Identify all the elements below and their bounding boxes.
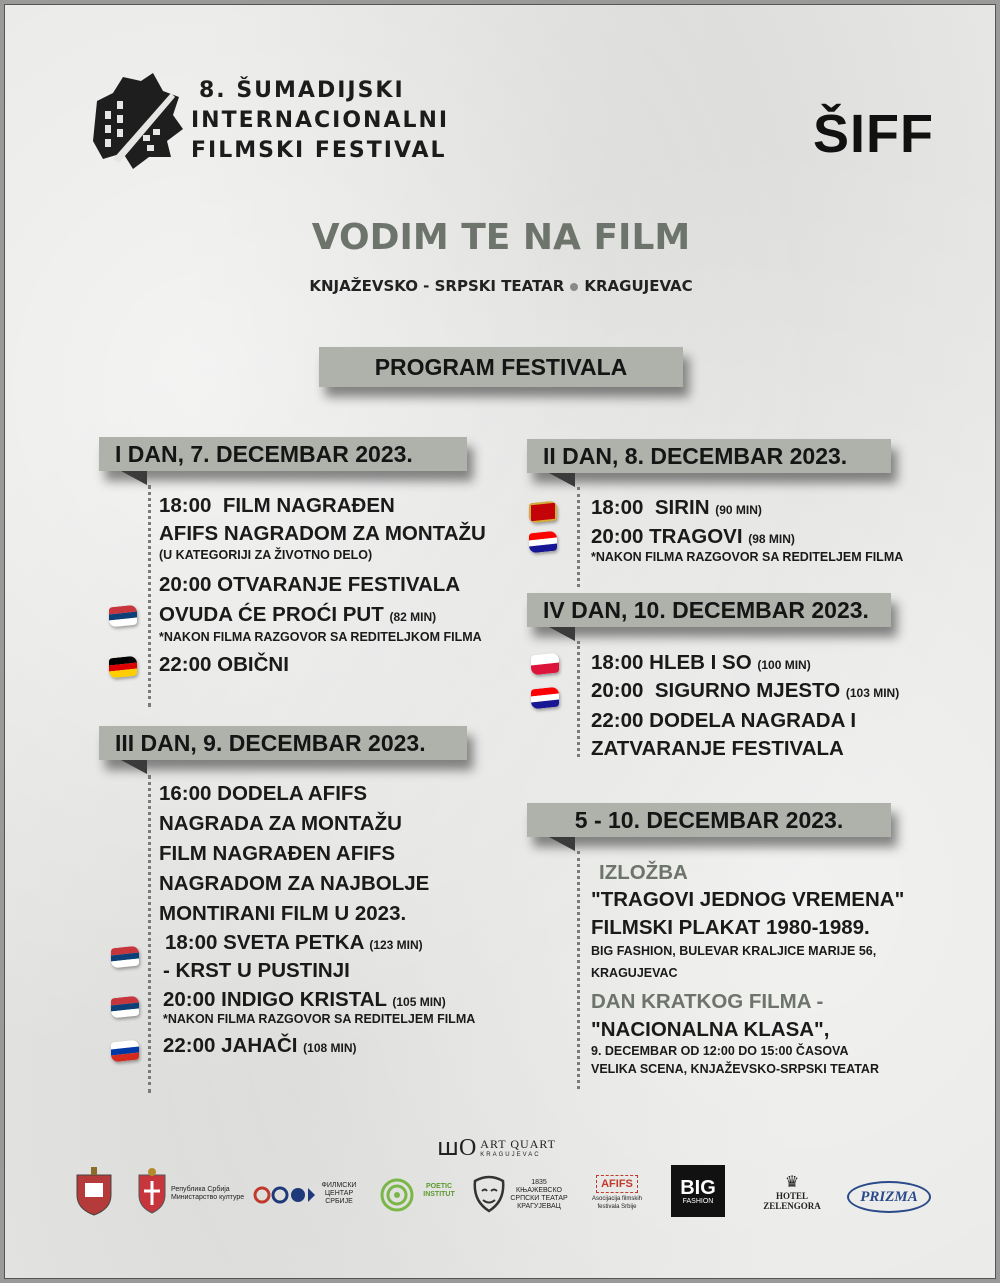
venue-city: KRAGUJEVAC [584,277,693,295]
day4-banner [527,593,891,627]
prizma-name: PRIZMA [860,1188,918,1205]
day4-event3-line2: ZATVARANJE FESTIVALA [591,737,844,760]
bullet-dot-icon [570,283,578,291]
event-time: 16:00 [159,782,212,805]
festival-title-line-2: INTERNACIONALNI [191,108,450,133]
film-title: SIRIN [654,496,710,519]
exhibition-dates: 5 - 10. DECEMBAR 2023. [574,806,844,833]
day4-timeline [577,641,580,757]
day3-event4 [163,1033,357,1061]
exhibition-name: "TRAGOVI JEDNOG VREMENA" [591,888,905,911]
festival-title-line-3: FILMSKI FESTIVAL [191,138,447,163]
event-title: DODELA AFIFS [217,782,368,805]
film-duration: (82 MIN) [389,610,437,624]
festival-abbreviation: ŠIFF [813,104,934,164]
day3-event2-line2: - KRST U PUSTINJI [163,959,350,982]
poland-flag-icon [531,653,559,676]
big-fashion-logo [671,1165,725,1217]
short-film-name: "NACIONALNA KLASA", [591,1018,830,1041]
day4-event3-line1 [591,708,856,734]
croatia-flag-icon [529,531,557,554]
program-title-banner [319,347,683,387]
short-film-place: VELIKA SCENA, KNJAŽEVSKO-SRPSKI TEATAR [591,1062,879,1076]
serbia-coat-of-arms-icon [135,1167,169,1215]
film-title: HLEB I SO [649,651,752,674]
venue-line [5,277,996,295]
art-quart-name: ART QUART [480,1136,556,1151]
serbia-flag-icon [111,946,139,969]
short-film-label: DAN KRATKOG FILMA - [591,990,824,1013]
event-time: 18:00 [591,651,644,674]
croatia-flag-icon [531,687,559,710]
fcs-circles-icon [253,1185,315,1205]
day1-event3 [159,652,289,678]
event-time: 20:00 [163,988,216,1011]
exhibition-banner [527,803,891,837]
day1-event2-line2 [159,602,436,630]
serbia-flag-icon [111,996,139,1019]
day4-event1 [591,650,811,678]
exhibition-timeline [577,851,580,1089]
short-film-time: 9. DECEMBAR OD 12:00 DO 15:00 ČASOVA [591,1044,849,1058]
event-time: 18:00 [159,494,212,517]
poetic-institut-logo: POETIC INSTITUT [423,1183,455,1198]
afifs-logo [589,1171,645,1215]
hotel-zelengora-logo [749,1171,835,1215]
day4-title: IV DAN, 10. DECEMBAR 2023. [543,596,869,623]
event-time: 20:00 [591,525,644,548]
film-duration: (90 MIN) [715,503,762,517]
day3-event1-line3: FILM NAGRAĐEN AFIFS [159,842,396,865]
day1-event1-line1 [159,493,395,519]
exhibition-place-2: KRAGUJEVAC [591,966,678,980]
hotel-name: HOTEL ZELENGORA [763,1191,821,1211]
event-time: 18:00 [591,496,644,519]
film-title: JAHAČI [221,1034,298,1057]
film-title: INDIGO KRISTAL [221,988,387,1011]
day2-banner [527,439,891,473]
day1-event1-line2: AFIFS NAGRADOM ZA MONTAŽU [159,522,486,545]
film-title: OBIČNI [217,653,289,676]
knjazevsko-srpski-teatar-logo: 1835 КЊАЖЕВСКО СРПСКИ ТЕАТАР КРАГУЈЕВАЦ [510,1179,568,1210]
event-title: FILM NAGRAĐEN [222,494,395,517]
sponsor-art-quart [437,1129,567,1165]
ministry-of-culture-logo: Република Србија Министарство културе [171,1186,245,1201]
slogan: VODIM TE NA FILM [311,217,691,258]
event-time: 22:00 [591,709,644,732]
film-duration: (105 MIN) [392,995,446,1009]
art-quart-city: KRAGUJEVAC [480,1151,541,1158]
serbia-flag-icon [109,605,137,628]
day2-event2-note: *NAKON FILMA RAZGOVOR SA REDITELJEM FILMA [591,550,904,564]
exhibition-label: IZLOŽBA [599,861,688,884]
day3-event1-line2: NAGRADA ZA MONTAŽU [159,812,402,835]
film-duration: (98 MIN) [748,532,795,546]
day3-event1-line5: MONTIRANI FILM U 2023. [159,902,407,925]
day2-event2 [591,524,795,552]
day1-event2-note: *NAKON FILMA RAZGOVOR SA REDITELJKOM FILMA [159,630,482,644]
art-quart-monogram-icon: ꟺO [437,1134,477,1161]
event-time: 22:00 [163,1034,216,1057]
afifs-name: AFIFS [596,1175,638,1193]
exhibition-place-1: BIG FASHION, BULEVAR KRALJICE MARIJE 56, [591,944,877,958]
day3-event2-line1 [165,930,423,958]
event-title: OTVARANJE FESTIVALA [217,573,461,596]
event-time: 20:00 [591,679,644,702]
day2-event1 [591,495,762,523]
poetic-spiral-icon [379,1177,419,1213]
film-center-serbia-logo: ФИЛМСКИ ЦЕНТАР СРБИЈЕ [321,1182,357,1205]
film-duration: (100 MIN) [757,658,811,672]
event-time: 18:00 [165,931,218,954]
day4-event2 [591,678,899,706]
big-subtitle: FASHION [682,1197,714,1205]
day3-event1-line1 [159,781,367,807]
day3-event3-note: *NAKON FILMA RAZGOVOR SA REDITELJEM FILMA [163,1012,476,1026]
film-title: SVETA PETKA [223,931,364,954]
program-title: PROGRAM FESTIVALA [374,353,628,380]
day2-title: II DAN, 8. DECEMBAR 2023. [543,442,848,469]
festival-title-line-1: 8. ŠUMADIJSKI [199,78,405,103]
hotel-crest-icon: ♛ [784,1174,800,1191]
montenegro-flag-icon [529,501,557,524]
film-title: OVUDA ĆE PROĆI PUT [159,603,384,626]
day2-timeline [577,487,580,587]
film-title: SIGURNO MJESTO [654,679,841,702]
germany-flag-icon [109,656,137,679]
event-title: DODELA NAGRADA I [649,709,857,732]
big-name: BIG [680,1176,716,1199]
day1-event1-note: (U KATEGORIJI ZA ŽIVOTNO DELO) [159,548,373,562]
event-time: 22:00 [159,653,212,676]
event-time: 20:00 [159,573,212,596]
day1-banner [99,437,467,471]
day1-event2-line1 [159,572,460,598]
venue-theatre: KNJAŽEVSKO - SRPSKI TEATAR [309,277,565,295]
day3-timeline [148,775,151,1093]
festival-leaf-logo-icon [83,71,185,171]
prizma-logo [847,1181,931,1213]
day1-title: I DAN, 7. DECEMBAR 2023. [115,440,413,467]
russia-flag-icon [111,1040,139,1063]
day1-timeline [148,485,151,707]
theatre-mask-icon [471,1175,507,1215]
festival-poster [4,4,996,1279]
film-title: TRAGOVI [649,525,743,548]
film-duration: (103 MIN) [845,686,900,700]
exhibition-subtitle: FILMSKI PLAKAT 1980-1989. [591,916,870,939]
film-duration: (108 MIN) [303,1041,357,1055]
film-duration: (123 MIN) [369,938,423,952]
day3-banner [99,726,467,760]
day3-title: III DAN, 9. DECEMBAR 2023. [115,729,426,756]
day3-event1-line4: NAGRADOM ZA NAJBOLJE [159,872,430,895]
city-coat-of-arms-icon [71,1165,117,1217]
afifs-subtitle: Asocijacija filmskih festivala Srbije [591,1196,642,1210]
